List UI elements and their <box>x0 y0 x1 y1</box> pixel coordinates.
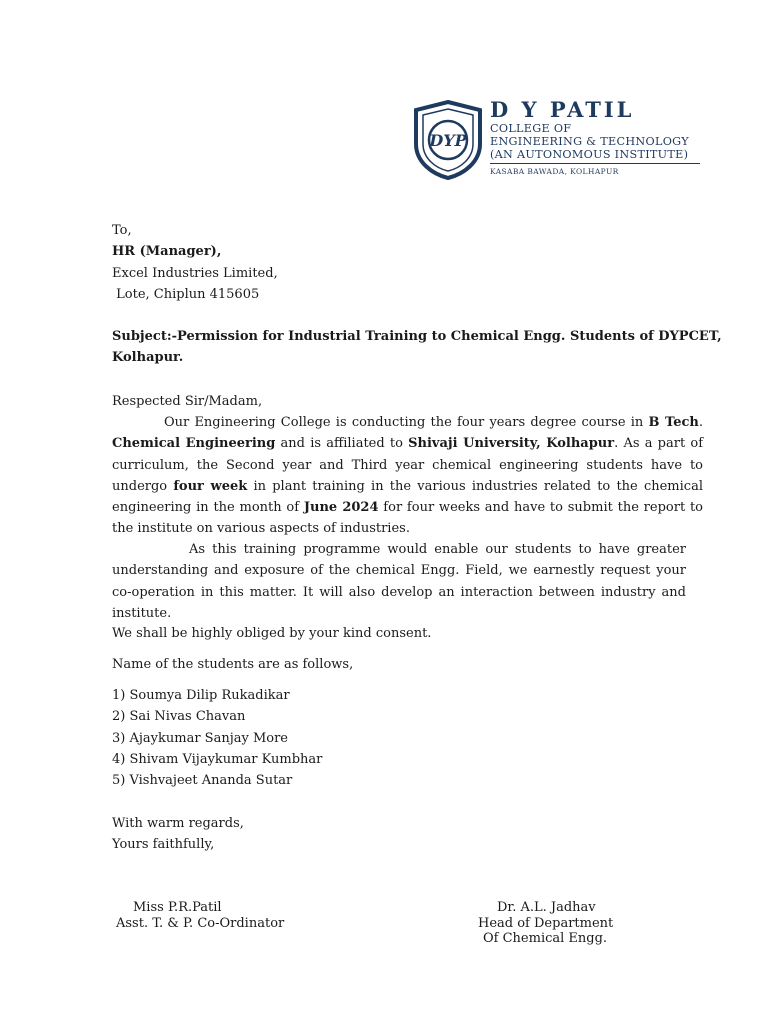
signatory-right-name: Dr. A.L. Jadhav <box>497 900 596 915</box>
para1-text-4: . As a part of curriculum, the Second year and Third year chemical engineering students have to undergo <box>112 436 704 494</box>
para2-text: As this training programme would enable our students to have greater understanding and exposure of the chemical Engg. Field, we earnestly request your co-operation in this matter. It will also develop an interaction between industry and institute. <box>112 542 686 621</box>
signatory-right-dept: Of Chemical Engg. <box>483 931 608 946</box>
address-recipient: HR (Manager), <box>112 244 222 260</box>
college-line-2: ENGINEERING & TECHNOLOGY <box>490 135 689 148</box>
student-list <box>112 685 704 791</box>
address-to: To, <box>112 223 132 238</box>
paragraph-2 <box>112 539 686 624</box>
closing-block <box>112 813 704 856</box>
signatory-right <box>478 900 613 947</box>
paragraph-3: We shall be highly obliged by your kind consent. <box>112 626 432 641</box>
para1-bold-chem-eng: Chemical Engineering <box>112 436 276 452</box>
para1-bold-btech: B Tech <box>648 415 699 430</box>
salutation: Respected Sir/Madam, <box>112 394 263 409</box>
letterhead <box>412 98 712 180</box>
college-crest-icon <box>412 100 484 180</box>
list-item: 2) Sai Nivas Chavan <box>112 709 246 725</box>
para1-text-6: for four weeks and have to submit the report to the institute on various aspects of industries. <box>112 500 703 537</box>
closing-regards: With warm regards, <box>112 816 244 831</box>
paragraph-1 <box>112 412 703 540</box>
students-intro: Name of the students are as follows, <box>112 657 354 672</box>
para1-bold-june: June 2024 <box>303 500 379 516</box>
para1-text-2: . <box>698 415 703 430</box>
closing-faithfully: Yours faithfully, <box>112 837 215 853</box>
college-location: KASABA BAWADA, KOLHAPUR <box>490 167 619 176</box>
address-company: Excel Industries Limited, <box>112 265 278 281</box>
list-item: 4) Shivam Vijaykumar Kumbhar <box>112 751 323 767</box>
subject-line-1: Subject:-Permission for Industrial Training to Chemical Engg. Students of DYPCET, <box>112 329 722 344</box>
signatory-left-name: Miss P.R.Patil <box>133 900 222 915</box>
svg-text:DYP: DYP <box>429 131 467 150</box>
list-item: 5) Vishvajeet Ananda Sutar <box>112 773 293 789</box>
signatory-right-title: Head of Department <box>478 915 614 931</box>
para1-text-5: in plant training in the various industries related to the chemical engineering in the month of <box>112 478 703 516</box>
college-brand <box>490 98 712 177</box>
brand-divider <box>490 163 700 164</box>
address-block <box>112 220 704 305</box>
para1-text-1: Our Engineering College is conducting the four years degree course in <box>164 415 649 430</box>
para1-bold-four-week: four week <box>173 478 248 494</box>
subject-line-2: Kolhapur. <box>112 350 184 366</box>
signatory-left-title: Asst. T. & P. Co-Ordinator <box>116 915 285 931</box>
college-name: D Y PATIL <box>490 97 635 122</box>
list-item: 3) Ajaykumar Sanjay More <box>112 730 288 746</box>
college-line-1: COLLEGE OF <box>490 122 572 135</box>
para1-text-3: and is affiliated to <box>275 436 409 452</box>
address-place: Lote, Chiplun 415605 <box>112 286 260 302</box>
signatory-left <box>116 900 284 931</box>
college-line-3: (AN AUTONOMOUS INSTITUTE) <box>490 148 689 161</box>
para1-bold-university: Shivaji University, Kolhapur <box>408 436 615 452</box>
subject-block <box>112 326 722 369</box>
list-item: 1) Soumya Dilip Rukadikar <box>112 688 290 703</box>
